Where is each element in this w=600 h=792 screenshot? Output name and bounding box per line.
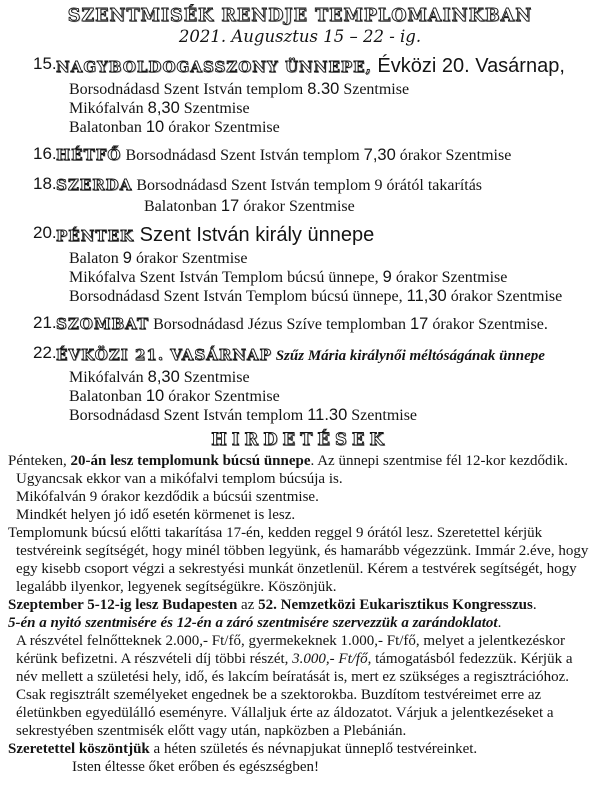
text-run: Szentmise [347,407,418,424]
announcement-paragraph [8,740,594,758]
schedule-entry [6,343,594,425]
text-run: SZOMBAT [56,315,150,333]
text-run: Mikófalván [69,100,148,117]
entry-item-list [56,197,594,216]
announcement-paragraph [8,596,594,614]
schedule-entry [6,174,594,216]
text-run: PÉNTEK [56,227,135,245]
entry-day-header [56,313,594,336]
text-run: 7,30 [363,146,396,164]
text-run: a héten születés és névnapjukat ünneplő testvéreinket. [149,741,478,757]
entry-day-number: 22. [33,343,57,362]
announcements-heading: HIRDETÉSEK [211,430,389,449]
entry-item-list [56,80,594,137]
schedule-item [69,406,594,425]
text-run: az [237,597,259,613]
schedule-entry [6,223,594,306]
text-run: 17 [409,315,429,333]
entry-item-list [56,249,594,306]
text-run: órakor Szentmise [131,250,248,267]
text-run: Szentmise [339,81,410,98]
schedule-item [69,249,594,268]
schedule-entry [6,313,594,336]
entry-day-number: 16. [33,144,57,163]
text-run: Évközi 20. Vasárnap, [371,55,565,77]
text-run: órakor Szentmise [446,288,563,305]
text-run: órakor Szentmise [391,269,508,286]
text-run: 8,30 [147,368,180,386]
text-run: Mikófalván [69,369,148,386]
text-run: . [532,597,537,613]
announcement-paragraph [72,758,594,776]
announcement-paragraph [16,506,594,524]
text-run: HÉTFŐ [56,146,122,164]
text-run: 9 [382,268,392,286]
entry-day-header [56,144,594,167]
text-run: órakor Szentmise. [428,316,548,333]
announcement-paragraph [16,488,594,506]
mass-schedule-list [6,54,594,425]
announcement-paragraph [8,614,594,632]
document-title: SZENTMISÉK RENDJE TEMPLOMAINKBAN [67,6,533,26]
schedule-item [69,80,594,99]
schedule-item [144,197,594,216]
text-run: , támogatásból fedezzük. Kérjük a név mellett a születési hely, idő, és lakcím beíratását is, mert ez szükséges a regisztrációhoz. Csak regisztrált személyeket engednek be a szektorokba. Buzdítom testvéreimet erre az életünkben egyedülálló eseményre. Vállaljuk érte az áldozatot. Várjuk a jelentkezéseket a sekrestyében szentmisék előtt vagy után, napközben a Plebánián. [16,651,573,739]
text-run: 20-án lesz templomunk búcsú ünnepe [70,453,311,469]
text-run: Borsodnádasd Szent István templom 9 órától takarítás [132,177,483,194]
schedule-entry [6,144,594,167]
text-run: . Az ünnepi szentmise fél 12-kor kezdődik. Ugyancsak ekkor van a mikófalvi templom búcsúja is. [16,453,568,487]
text-run: Mikófalván 9 órakor kezdődik a búcsúi szentmise. [16,489,319,505]
text-run: 5-én a nyitó szentmisére és 12-én a záró szentmisére szervezzük a zarándoklatot [8,615,498,631]
text-run: . [497,615,502,631]
entry-day-number: 18. [33,174,57,193]
text-run: Szentmise [179,369,250,386]
text-run: 17 [220,197,240,215]
text-run: Balatonban [69,388,146,405]
entry-day-number: 15. [33,54,57,73]
date-range-subtitle: 2021. Augusztus 15 – 22 - ig. [178,27,422,46]
text-run: NAGYBOLDOGASSZONY ÜNNEPE, [56,58,372,76]
text-run: 3.000,- Ft/fő [292,651,368,667]
schedule-item [69,368,594,387]
text-run: Balaton [69,250,123,267]
text-run: Templomunk búcsú előtti takarítása 17-én, kedden reggel 9 órától lesz. Szeretettel kérjük testvéreink segítségét, hogy minél többen legyünk, és hamarább végezzünk. Immár 2.éve, hogy egy kisebb csoport végzi a sekrestyési munkát önzetlenül. Kérem a testvérek segítségét, hogy legalább ilyenkor, legyenek segítségükre. Köszönjük. [8,525,589,595]
announcements-section [6,452,594,776]
text-run: Borsodnádasd Szent István Templom búcsú ünnepe, [69,288,407,305]
entry-day-header [56,54,594,80]
text-run: Balatonban [69,119,146,136]
text-run: 11.30 [307,406,348,424]
schedule-entry [6,54,594,137]
entry-day-header [56,343,594,368]
schedule-item [69,387,594,406]
entry-day-number: 21. [33,313,57,332]
text-run: 52. Nemzetközi Eukarisztikus Kongresszus [258,597,533,613]
text-run: Borsodnádasd Szent István templom [69,407,308,424]
text-run: 9 [122,249,132,267]
announcement-paragraph [8,452,594,488]
text-run: órakor Szentmise [239,198,355,215]
schedule-item [69,287,594,306]
schedule-item [69,99,594,118]
text-run: 10 [145,118,165,136]
text-run: órakor Szentmise [164,388,280,405]
text-run: Borsodnádasd Szent István templom [69,81,308,98]
text-run: A részvétel felnőtteknek 2.000,- Ft/fő, gyermekeknek 1.000,- Ft/fő, melyet a jelentkezéskor kérünk befizetni. A részvételi díj többi részét, [16,633,566,667]
text-run: Szent István király ünnepe [134,224,375,246]
text-run: Mindkét helyen jó idő esetén körmenet is lesz. [16,507,296,523]
text-run: Szentmise [179,100,250,117]
schedule-item [69,118,594,137]
entry-day-header [56,223,594,249]
text-run: Mikófalva Szent István Templom búcsú ünnepe, [69,269,383,286]
text-run: Pénteken, [8,453,71,469]
text-run: 8,30 [147,99,180,117]
schedule-item [69,268,594,287]
text-run: Szeretettel köszöntjük [8,741,150,757]
text-run: SZERDA [56,176,133,194]
text-run: Isten éltesse őket erőben és egészségben! [72,759,319,775]
entry-item-list [56,368,594,425]
text-run: ÉVKÖZI 21. VASÁRNAP [56,346,272,364]
entry-day-number: 20. [33,223,57,242]
text-run: 10 [145,387,165,405]
text-run: Borsodnádasd Jézus Szíve templomban [149,316,410,333]
announcement-paragraph [8,524,594,596]
text-run: 11,30 [406,287,447,305]
text-run: órakor Szentmise [395,147,512,164]
text-run: órakor Szentmise [164,119,280,136]
announcement-paragraph [16,632,594,740]
text-run: 8.30 [307,80,340,98]
text-run: Szűz Mária királynői méltóságának ünnepe [271,348,545,364]
text-run: Borsodnádasd Szent István templom [121,147,364,164]
text-run: Szeptember 5-12-ig lesz Budapesten [8,597,238,613]
entry-day-header [56,174,594,197]
text-run: Balatonban [144,198,221,215]
